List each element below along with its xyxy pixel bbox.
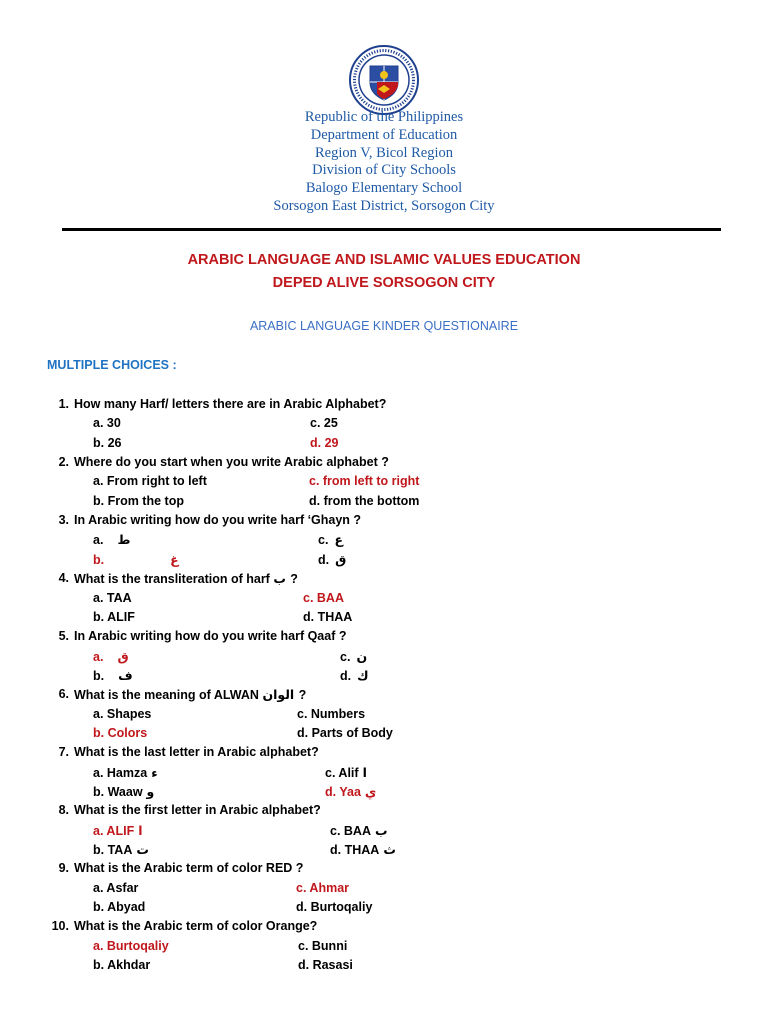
option-text: c. BAA [303, 590, 344, 605]
question-text: What is the transliteration of harf ب ? [74, 571, 298, 587]
option-text: b. Akhdar [93, 958, 151, 973]
question-text: What is the Arabic term of color RED ? [74, 861, 304, 876]
header-line-district: Sorsogon East District, Sorsogon City [273, 197, 495, 214]
option-arabic-letter: ق [117, 648, 129, 664]
question-4-option [93, 610, 135, 624]
question-4-option [303, 591, 344, 605]
question-6-option [297, 726, 393, 740]
option-text: b. TAA [93, 843, 133, 858]
question-8-option [93, 823, 143, 838]
question-text: What is the first letter in Arabic alphabet? [74, 803, 321, 818]
question-5-option [93, 649, 129, 664]
option-text: c. from left to right [309, 474, 420, 489]
option-text: a. From right to left [93, 474, 207, 489]
section-label: MULTIPLE CHOICES : [47, 358, 177, 372]
option-arabic-letter: ق [335, 551, 347, 567]
option-text: d. Parts of Body [297, 725, 393, 740]
header-divider [62, 228, 721, 231]
document-title-line2: DEPED ALIVE SORSOGON CITY [272, 275, 496, 291]
question-2-option [93, 474, 207, 488]
option-arabic-letter: ا [362, 764, 367, 780]
option-arabic-letter: ن [356, 648, 368, 664]
option-text: d. [318, 552, 330, 567]
question-10-option [93, 939, 169, 953]
question-arabic-letter: ب [273, 571, 291, 587]
header-block [0, 109, 768, 216]
option-arabic-letter: غ [170, 551, 179, 567]
option-arabic-letter: ب [374, 822, 388, 838]
question-2-option [93, 494, 184, 508]
question-6-option [93, 707, 151, 721]
option-text: c. [340, 649, 351, 664]
document-title-line1: ARABIC LANGUAGE AND ISLAMIC VALUES EDUCATION [187, 252, 581, 268]
question-text: In Arabic writing how do you write harf ‘Ghayn ? [74, 513, 362, 528]
option-text: a. Asfar [93, 880, 139, 895]
option-text: d. [340, 668, 352, 683]
question-4-option [93, 591, 132, 605]
option-text: b. From the top [93, 493, 184, 508]
question-4-option [303, 610, 352, 624]
header-line-department: Department of Education [310, 126, 458, 143]
question-text: Where do you start when you write Arabic alphabet ? [74, 455, 389, 470]
option-arabic-letter: ء [151, 764, 158, 780]
option-text: c. BAA [330, 823, 371, 838]
question-text: What is the last letter in Arabic alphabet? [74, 745, 319, 760]
question-number: 4. [58, 571, 69, 586]
option-arabic-letter: ث [383, 842, 396, 858]
question-10-option [298, 958, 353, 972]
question-text: How many Harf/ letters there are in Arabic Alphabet? [74, 397, 387, 411]
option-text: b. Waaw [93, 785, 143, 799]
question-8-option [330, 842, 396, 857]
question-number: 6. [58, 687, 69, 702]
option-text: a. [93, 649, 104, 664]
option-text: d. THAA [330, 843, 380, 858]
option-text: a. 30 [93, 416, 121, 431]
header-line-republic: Republic of the Philippines [304, 109, 464, 125]
option-arabic-letter: ا [138, 822, 143, 838]
option-text: d. 29 [310, 435, 339, 450]
question-7-option [325, 765, 367, 780]
question-arabic-letter: الوان [262, 687, 299, 703]
option-arabic-letter: ي [364, 784, 377, 799]
deped-seal-logo [348, 44, 420, 116]
option-text: c. [318, 533, 329, 548]
question-5-option [93, 668, 133, 683]
option-arabic-letter: و [146, 784, 155, 799]
question-7-option [325, 784, 376, 799]
question-1-option [93, 416, 121, 430]
option-text: a. [93, 533, 104, 548]
question-1-option [310, 416, 338, 430]
option-text: c. Bunni [298, 938, 348, 953]
option-arabic-letter: ت [136, 842, 149, 858]
option-text: b. Colors [93, 725, 148, 740]
option-arabic-letter: ع [334, 532, 343, 548]
question-10-option [298, 939, 347, 953]
option-text: a. Hamza [93, 765, 148, 780]
option-text: d. Yaa [325, 785, 361, 799]
question-number: 9. [58, 861, 69, 876]
option-text: b. ALIF [93, 609, 135, 624]
option-arabic-letter: ف [118, 667, 133, 683]
question-6-option [297, 707, 365, 721]
question-3-option [318, 532, 343, 547]
option-text: d. Burtoqaliy [296, 900, 373, 915]
option-text: b. Abyad [93, 900, 146, 915]
question-9-option [296, 900, 372, 914]
question-2-option [309, 494, 419, 508]
document-subtitle: ARABIC LANGUAGE KINDER QUESTIONAIRE [249, 319, 519, 333]
option-text: a. ALIF [93, 823, 135, 838]
question-5-option [340, 668, 369, 683]
option-text: d. from the bottom [309, 493, 420, 508]
option-text: b. 26 [93, 435, 122, 450]
option-text: c. Numbers [297, 706, 366, 721]
question-3-option [318, 552, 346, 567]
question-9-option [93, 900, 145, 914]
question-number: 7. [58, 745, 69, 760]
question-9-option [93, 881, 138, 895]
question-8-option [330, 823, 388, 838]
question-number: 1. [58, 397, 69, 411]
option-text: c. Ahmar [296, 880, 350, 895]
option-arabic-letter: ك [357, 667, 369, 683]
option-text: a. Shapes [93, 706, 152, 721]
question-3-option [93, 552, 179, 567]
question-number: 8. [58, 803, 69, 818]
question-number: 3. [58, 513, 69, 528]
option-text: a. TAA [93, 590, 132, 605]
question-7-option [93, 765, 158, 780]
header-line-region: Region V, Bicol Region [314, 144, 454, 161]
question-8-option [93, 842, 149, 857]
question-7-option [93, 784, 154, 799]
header-line-division: Division of City Schools [312, 162, 456, 179]
question-text: What is the meaning of ALWAN الوان ? [74, 687, 307, 703]
question-6-option [93, 726, 147, 740]
option-text: a. Burtoqaliy [93, 938, 169, 953]
option-text: c. 25 [310, 416, 338, 431]
question-number: 5. [58, 629, 69, 644]
question-text: What is the Arabic term of color Orange? [74, 919, 318, 934]
question-number: 2. [58, 455, 69, 470]
option-text: d. Rasasi [298, 958, 353, 973]
question-3-option [93, 532, 130, 547]
question-number: 10. [51, 919, 69, 934]
question-9-option [296, 881, 349, 895]
option-text: b. [93, 668, 105, 683]
option-text: c. Alif [325, 765, 359, 780]
question-1-option [93, 436, 122, 450]
question-10-option [93, 958, 150, 972]
question-2-option [309, 474, 419, 488]
option-text: b. [93, 552, 105, 567]
question-text: In Arabic writing how do you write harf Qaaf ? [74, 629, 347, 644]
question-1-option [310, 436, 339, 450]
header-line-school: Balogo Elementary School [305, 180, 463, 197]
question-5-option [340, 649, 367, 664]
option-text: d. THAA [303, 609, 353, 624]
option-arabic-letter: ط [117, 532, 131, 548]
